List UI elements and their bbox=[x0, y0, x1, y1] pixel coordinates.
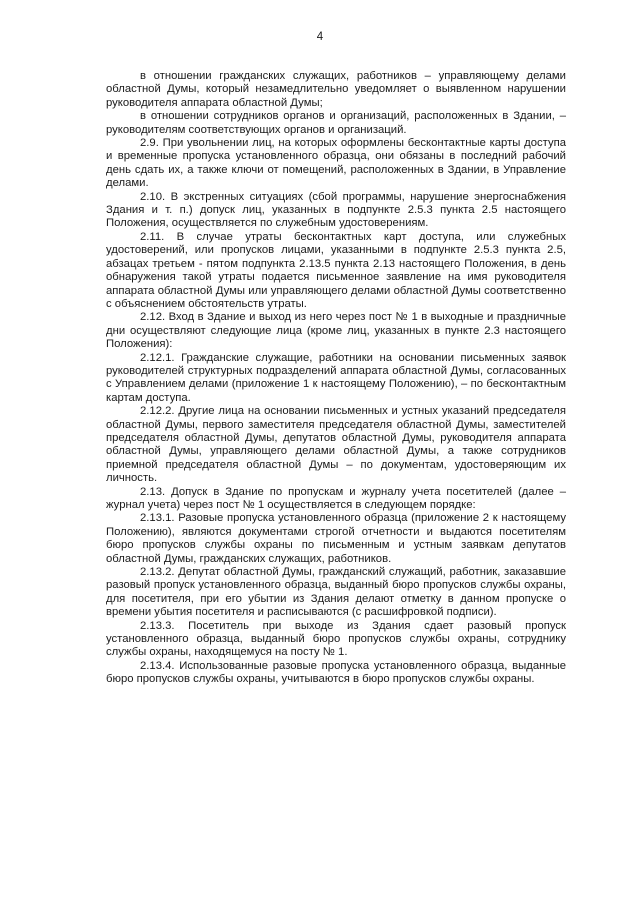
paragraph-2-13-1: 2.13.1. Разовые пропуска установленного образца (приложение 2 к настоящему Положению), являются документами строгой отчетности и выдаются посетителям бюро пропусков службы охраны по письменным и устным заявкам депутатов областной Думы, гражданских служащих, работников. bbox=[106, 512, 566, 565]
document-body bbox=[106, 70, 566, 687]
page-number: 4 bbox=[316, 31, 324, 43]
paragraph-2-12: 2.12. Вход в Здание и выход из него через пост № 1 в выходные и праздничные дни осуществляют следующие лица (кроме лиц, указанных в пункте 2.3 настоящего Положения): bbox=[106, 311, 566, 351]
paragraph-organizations-violation: в отношении сотрудников органов и организаций, расположенных в Здании, – руководителям соответствующих органов и организаций. bbox=[106, 110, 566, 136]
paragraph-2-13-3: 2.13.3. Посетитель при выходе из Здания сдает разовый пропуск установленного образца, выданный бюро пропусков службы охраны, сотруднику службы охраны, находящемуся на посту № 1. bbox=[106, 619, 566, 659]
paragraph-2-11: 2.11. В случае утраты бесконтактных карт доступа, или служебных удостоверений, или пропусков лицами, указанными в подпункте 2.5.3 пункта 2.5, абзацах третьем - пятом подпункта 2.13.5 пункта 2.13 настоящего Положения, в день обнаружения такой утраты подается письменное заявление на имя руководителя аппарата областной Думы или управляющего делами областной Думы соответственно с объяснением обстоятельств утраты. bbox=[106, 230, 566, 310]
paragraph-employees-violation: в отношении гражданских служащих, работников – управляющему делами областной Думы, который незамедлительно уведомляет о выявленном нарушении руководителя аппарата областной Думы; bbox=[106, 70, 566, 109]
paragraph-2-13-2: 2.13.2. Депутат областной Думы, гражданский служащий, работник, заказавшие разовый пропуск установленного образца, выданный бюро пропусков службы охраны, для посетителя, при его убытии из Здания делают отметку в данном пропуске о времени убытия посетителя и расписываются (с расшифровкой подписи). bbox=[106, 566, 566, 619]
paragraph-2-13-4: 2.13.4. Использованные разовые пропуска установленного образца, выданные бюро пропусков службы охраны, учитываются в бюро пропусков службы охраны. bbox=[106, 659, 566, 686]
paragraph-2-12-1: 2.12.1. Гражданские служащие, работники на основании письменных заявок руководителей структурных подразделений аппарата областной Думы, согласованных с Управлением делами (приложение 1 к настоящему Положению), – по бесконтактным картам доступа. bbox=[106, 351, 566, 404]
paragraph-2-13: 2.13. Допуск в Здание по пропускам и журналу учета посетителей (далее – журнал учета) через пост № 1 осуществляется в следующем порядке: bbox=[106, 485, 566, 511]
paragraph-2-9: 2.9. При увольнении лиц, на которых оформлены бесконтактные карты доступа и временные пропуска установленного образца, они обязаны в последний рабочий день сдать их, а также ключи от помещений, расположенных в Здании, в Управление делами. bbox=[106, 137, 566, 190]
paragraph-2-10: 2.10. В экстренных ситуациях (сбой программы, нарушение энергоснабжения Здания и т. п.) допуск лиц, указанных в подпункте 2.5.3 пункта 2.5 настоящего Положения, осуществляется по служебным удостоверениям. bbox=[106, 190, 566, 230]
paragraph-2-12-2: 2.12.2. Другие лица на основании письменных и устных указаний председателя областной Думы, первого заместителя председателя областной Думы, заместителей председателя областной Думы, депутатов областной Думы, руководителя аппарата областной Думы, управляющего делами областной Думы, а также сотрудников приемной председателя областной Думы – по документам, удостоверяющим их личность. bbox=[106, 405, 566, 485]
